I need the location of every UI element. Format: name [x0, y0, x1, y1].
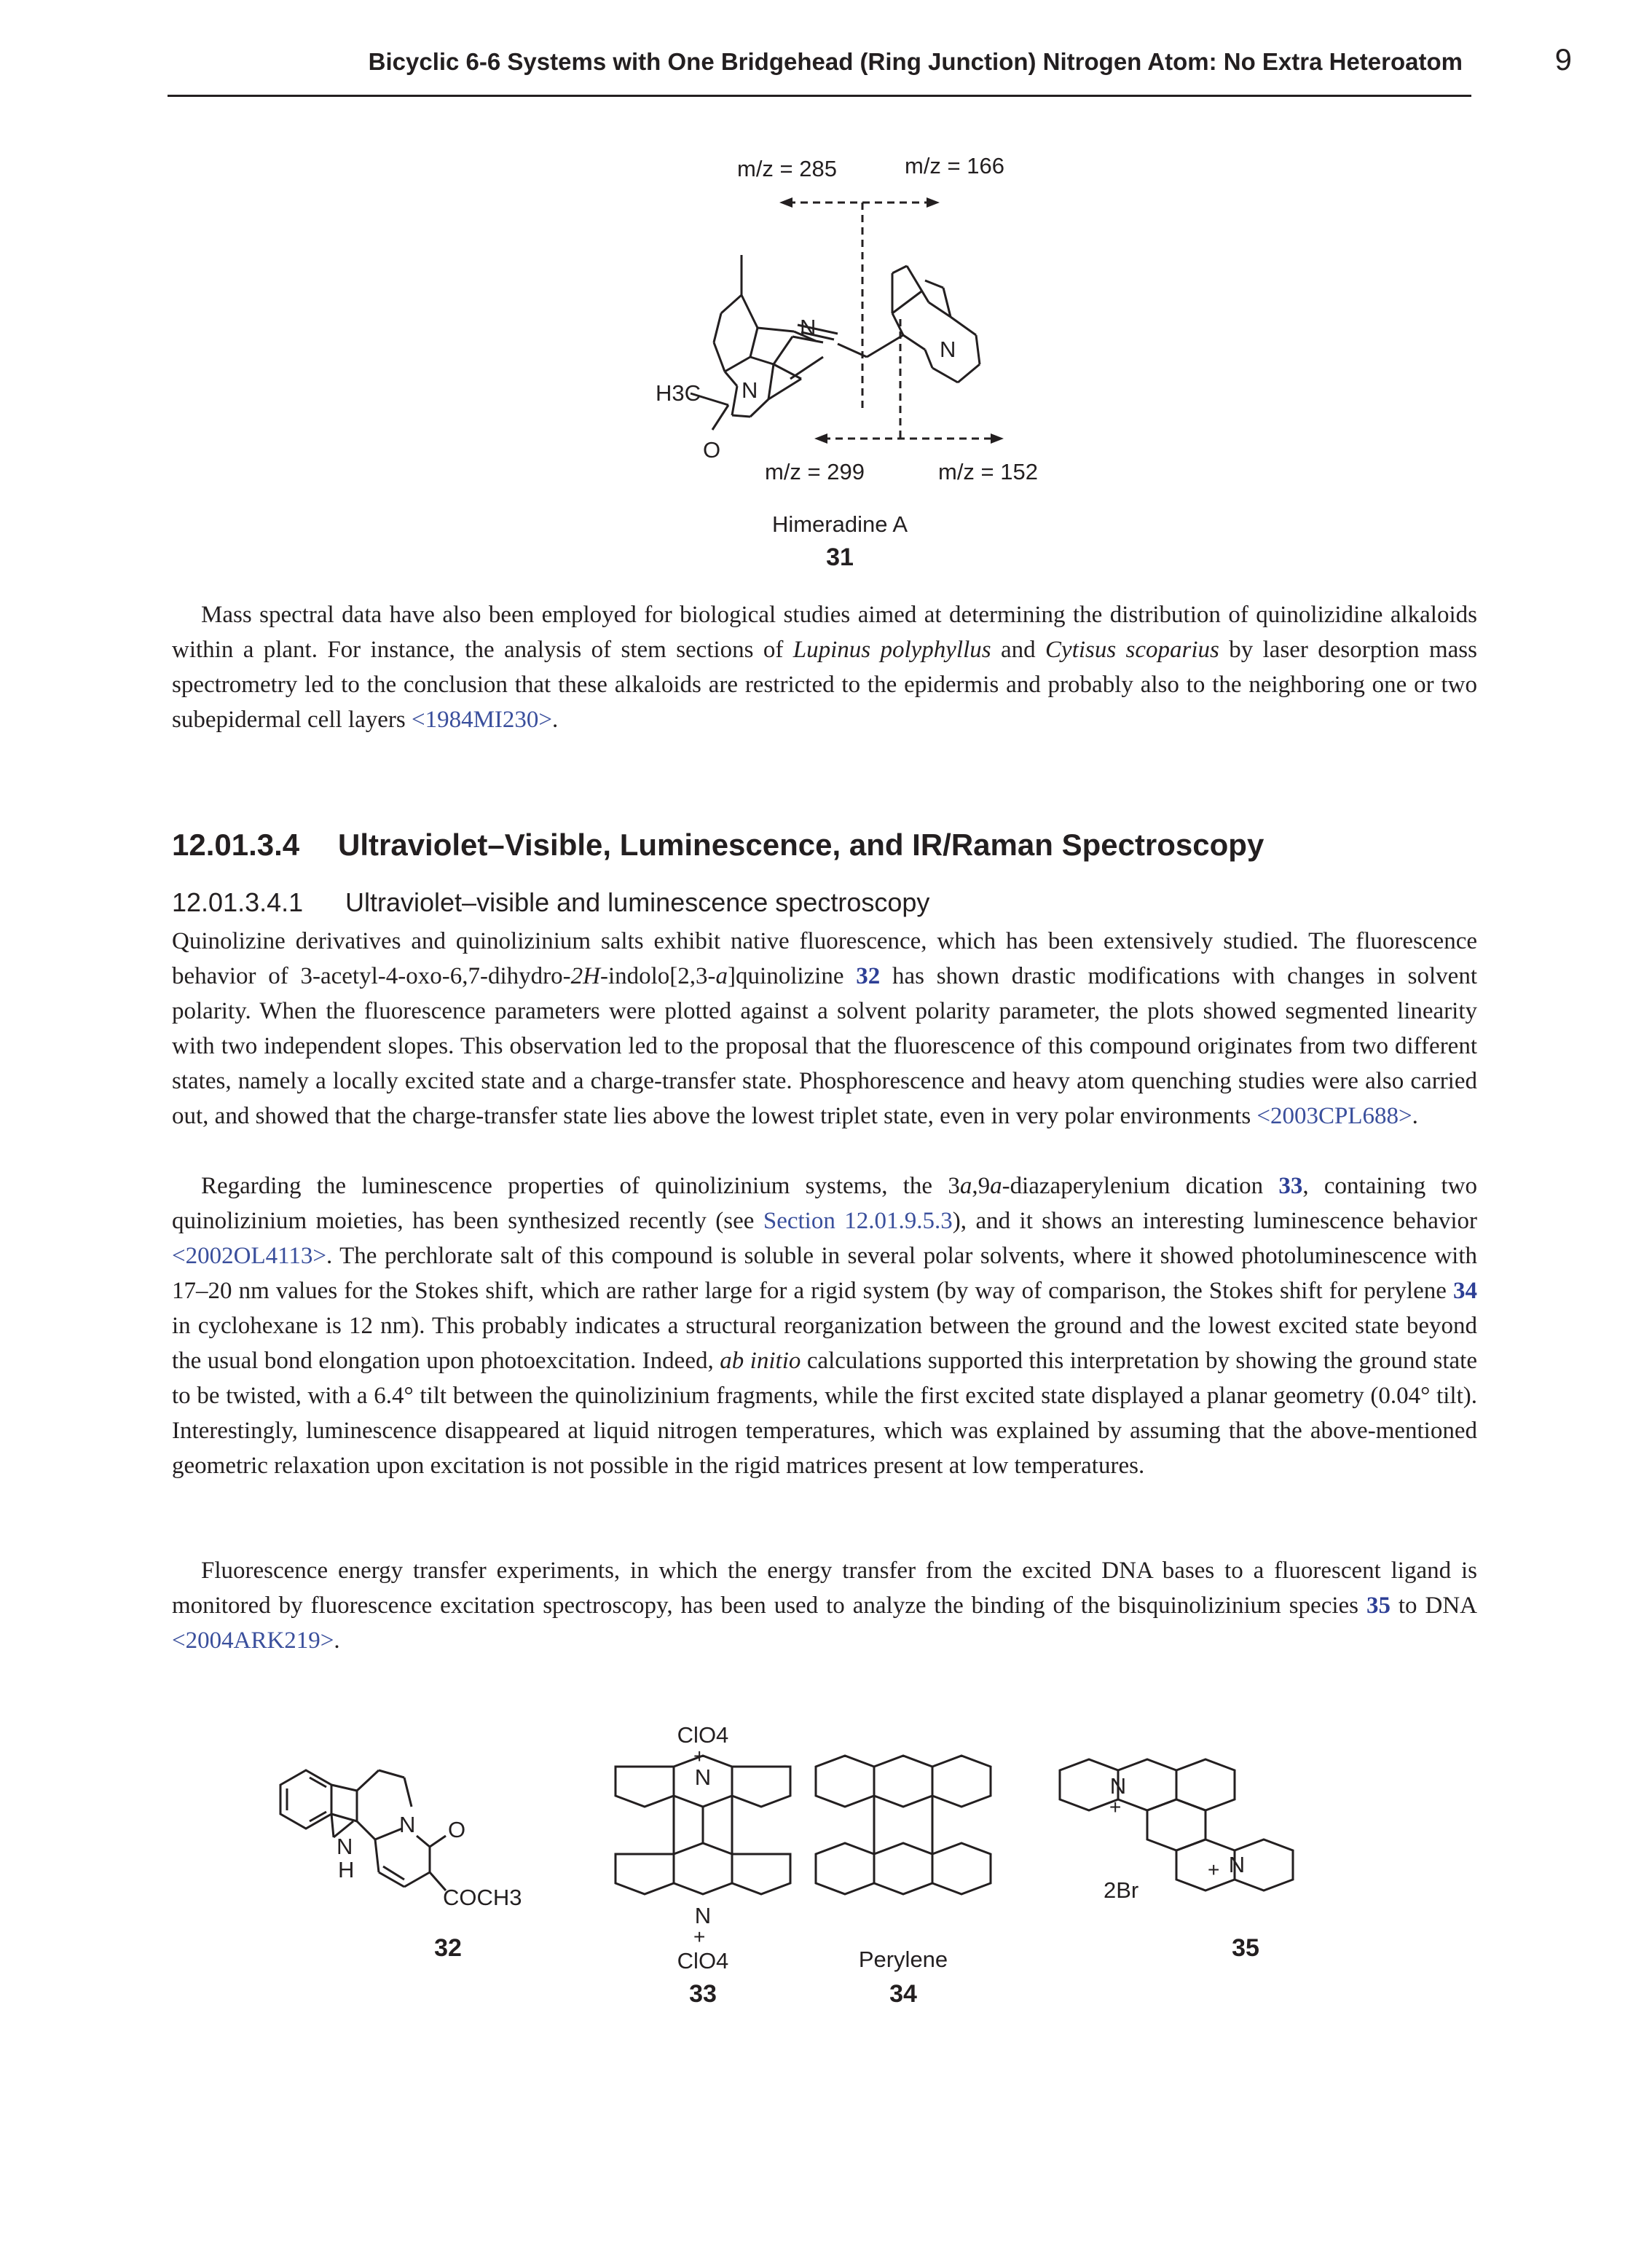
mz-152-label: m/z = 152: [938, 459, 1038, 484]
compound-33-bottom-charge: +: [693, 1925, 706, 1948]
compound-number-35: 35: [1232, 1934, 1259, 1962]
reference-link[interactable]: <1984MI230>: [411, 707, 553, 733]
subsection-heading: [172, 887, 929, 918]
paragraph-1: [172, 597, 1477, 737]
himeradine-structure: [583, 146, 1093, 576]
compound-33-bottom-nitrogen: N: [694, 1903, 712, 1928]
compound-35-structure: [1060, 1759, 1293, 1890]
paragraph-4-text: .: [334, 1627, 340, 1654]
compound-35-nitrogen-2: N: [1228, 1852, 1246, 1877]
compound-35-charge-2: +: [1208, 1858, 1220, 1881]
paragraph-3-text: . The perchlorate salt of this compound is soluble in several polar solvents, where it showed photoluminescence with 17–20 nm values for the Stokes shift, which are rather large for a rigid system (by way of comparison, the Stokes shift for perylene: [172, 1243, 1477, 1304]
paragraph-1-text: by laser desorption mass spectrometry led to the conclusion that these alkaloids are restricted to the epidermis and probably also to the neighboring one or two subepidermal cell layers: [172, 637, 1477, 733]
italic-text: ab initio: [720, 1348, 801, 1374]
paragraph-3-text: calculations supported this interpretation by showing the ground state to be twisted, with a 6.4° tilt between the quinolizinium fragments, while the first excited state displayed a planar geometry (0.04° tilt). Interestingly, luminescence disappeared at liquid nitrogen temperatures, which was explained by assuming that the above-mentioned geometric relaxation upon excitation is not possible in the rigid matrices present at low temperatures.: [172, 1348, 1477, 1479]
page-number: 9: [1554, 42, 1572, 76]
paragraph-2: [172, 924, 1477, 1134]
paragraph-2-text: .: [1412, 1103, 1418, 1129]
paragraph-3-text: Regarding the luminescence properties of quinolizinium systems, the 3: [201, 1173, 960, 1199]
compound-link-33[interactable]: 33: [1278, 1173, 1303, 1199]
compound-32-ring-nitrogen: N: [399, 1812, 416, 1837]
paragraph-3-text: ,9: [972, 1173, 991, 1199]
reference-link[interactable]: <2002OL4113>: [172, 1243, 326, 1269]
compound-number-34: 34: [889, 1980, 917, 2008]
compounds-structures: [248, 1705, 1428, 2054]
compound-35-counterion: 2Br: [1104, 1877, 1139, 1903]
species-lupinus: Lupinus polyphyllus: [792, 637, 991, 663]
methyl-group: H3C: [656, 380, 701, 406]
italic-text: a: [959, 1173, 972, 1199]
compound-32-oxygen: O: [448, 1817, 466, 1842]
paragraph-1-text: .: [552, 707, 559, 733]
amide-nitrogen: N: [742, 377, 758, 403]
subsection-number: 12.01.3.4.1: [172, 887, 304, 917]
paragraph-1-text: Mass spectral data have also been employed for biological studies aimed at determining the distribution of quinolizidine alkaloids within a plant. For instance, the analysis of stem sections of: [172, 602, 1477, 663]
paragraph-2-text: has shown drastic modifications with changes in solvent polarity. When the fluorescence parameters were plotted against a solvent polarity parameter, the plots showed segmented linearity with two independent slopes. This observation led to the proposal that the fluorescence of this compound originates from two different states, namely a locally excited state and a charge-transfer state. Phosphorescence and heavy atom quenching studies were also carried out, and showed that the charge-transfer state lies above the lowest triplet state, even in very polar environments: [172, 963, 1477, 1129]
paragraph-3: [172, 1169, 1477, 1483]
compound-link-35[interactable]: 35: [1366, 1593, 1391, 1619]
paragraph-4-text: to DNA: [1390, 1593, 1477, 1619]
compound-35-nitrogen-1: N: [1109, 1773, 1127, 1799]
italic-text: a: [715, 963, 728, 989]
compound-32-acetyl: COCH3: [443, 1885, 522, 1910]
paragraph-4: [172, 1553, 1477, 1658]
compound-32-structure: [280, 1770, 446, 1890]
reference-link[interactable]: <2004ARK219>: [172, 1627, 334, 1654]
species-cytisus: Cytisus scoparius: [1045, 637, 1219, 663]
compound-34-name: Perylene: [858, 1947, 948, 1972]
compound-34-structure: [816, 1756, 991, 1894]
compound-link-32[interactable]: 32: [856, 963, 881, 989]
compound-number-32: 32: [434, 1934, 462, 1962]
running-head-title: Bicyclic 6-6 Systems with One Bridgehead (Ring Junction) Nitrogen Atom: No Extra Heteroatom: [368, 48, 1463, 75]
paragraph-1-text: and: [991, 637, 1045, 663]
running-head: [168, 48, 1471, 97]
section-title: Ultraviolet–Visible, Luminescence, and IR/Raman Spectroscopy: [338, 828, 1264, 862]
section-number: 12.01.3.4: [172, 828, 300, 862]
mz-299-label: m/z = 299: [765, 459, 865, 484]
quinolizidine-nitrogen: N: [940, 337, 956, 362]
compound-link-34[interactable]: 34: [1453, 1278, 1477, 1304]
paragraph-3-text: in cyclohexane is 12 nm). This probably indicates a structural reorganization between the ground and the lowest excited state beyond the usual bond elongation upon photoexcitation. Indeed,: [172, 1313, 1477, 1374]
compound-32-nh-hydrogen: H: [338, 1857, 355, 1882]
italic-text: 2H: [570, 963, 600, 989]
paragraph-3-text: ), and it shows an interesting luminescence behavior: [952, 1208, 1477, 1234]
figure-himeradine-a: [583, 146, 1093, 576]
section-heading: [172, 828, 1264, 863]
fragmentation-lines: [788, 203, 995, 439]
mz-285-label: m/z = 285: [737, 156, 837, 181]
compound-33-top-nitrogen: N: [694, 1764, 712, 1790]
section-link[interactable]: Section 12.01.9.5.3: [763, 1208, 953, 1234]
figure-compounds-32-35: [248, 1705, 1428, 2054]
paragraph-3-text: , containing two quinolizinium moieties, has been synthesized recently (see: [172, 1173, 1477, 1234]
compound-33-top-anion: ClO4: [677, 1722, 729, 1748]
compound-35-charge-1: +: [1109, 1796, 1122, 1818]
himeradine-skeleton: [691, 255, 980, 430]
compound-33-top-charge: +: [693, 1745, 706, 1767]
paragraph-2-text: Quinolizine derivatives and quinolizinium salts exhibit native fluorescence, which has been extensively studied. The fluorescence behavior of 3-acetyl-4-oxo-6,7-dihydro-: [172, 928, 1477, 989]
compound-33-bottom-anion: ClO4: [677, 1948, 729, 1974]
imine-nitrogen: N: [800, 315, 817, 340]
paragraph-2-text: -indolo[2,3-: [599, 963, 716, 989]
reference-link[interactable]: <2003CPL688>: [1256, 1103, 1412, 1129]
compound-name-himeradine: Himeradine A: [771, 511, 908, 537]
compound-number-31: 31: [826, 543, 854, 571]
mz-166-label: m/z = 166: [905, 153, 1004, 178]
carbonyl-oxygen: O: [703, 437, 721, 463]
paragraph-3-text: -diazaperylenium dication: [1002, 1173, 1279, 1199]
italic-text: a: [990, 1173, 1002, 1199]
compound-32-nh-nitrogen: N: [337, 1834, 353, 1859]
compound-number-33: 33: [689, 1980, 717, 2008]
paragraph-2-text: ]quinolizine: [728, 963, 857, 989]
subsection-title: Ultraviolet–visible and luminescence spectroscopy: [345, 887, 930, 917]
paragraph-4-text: Fluorescence energy transfer experiments, in which the energy transfer from the excited DNA bases to a fluorescent ligand is monitored by fluorescence excitation spectroscopy, has been used to analyze the binding of the bisquinolizinium species: [172, 1558, 1477, 1619]
